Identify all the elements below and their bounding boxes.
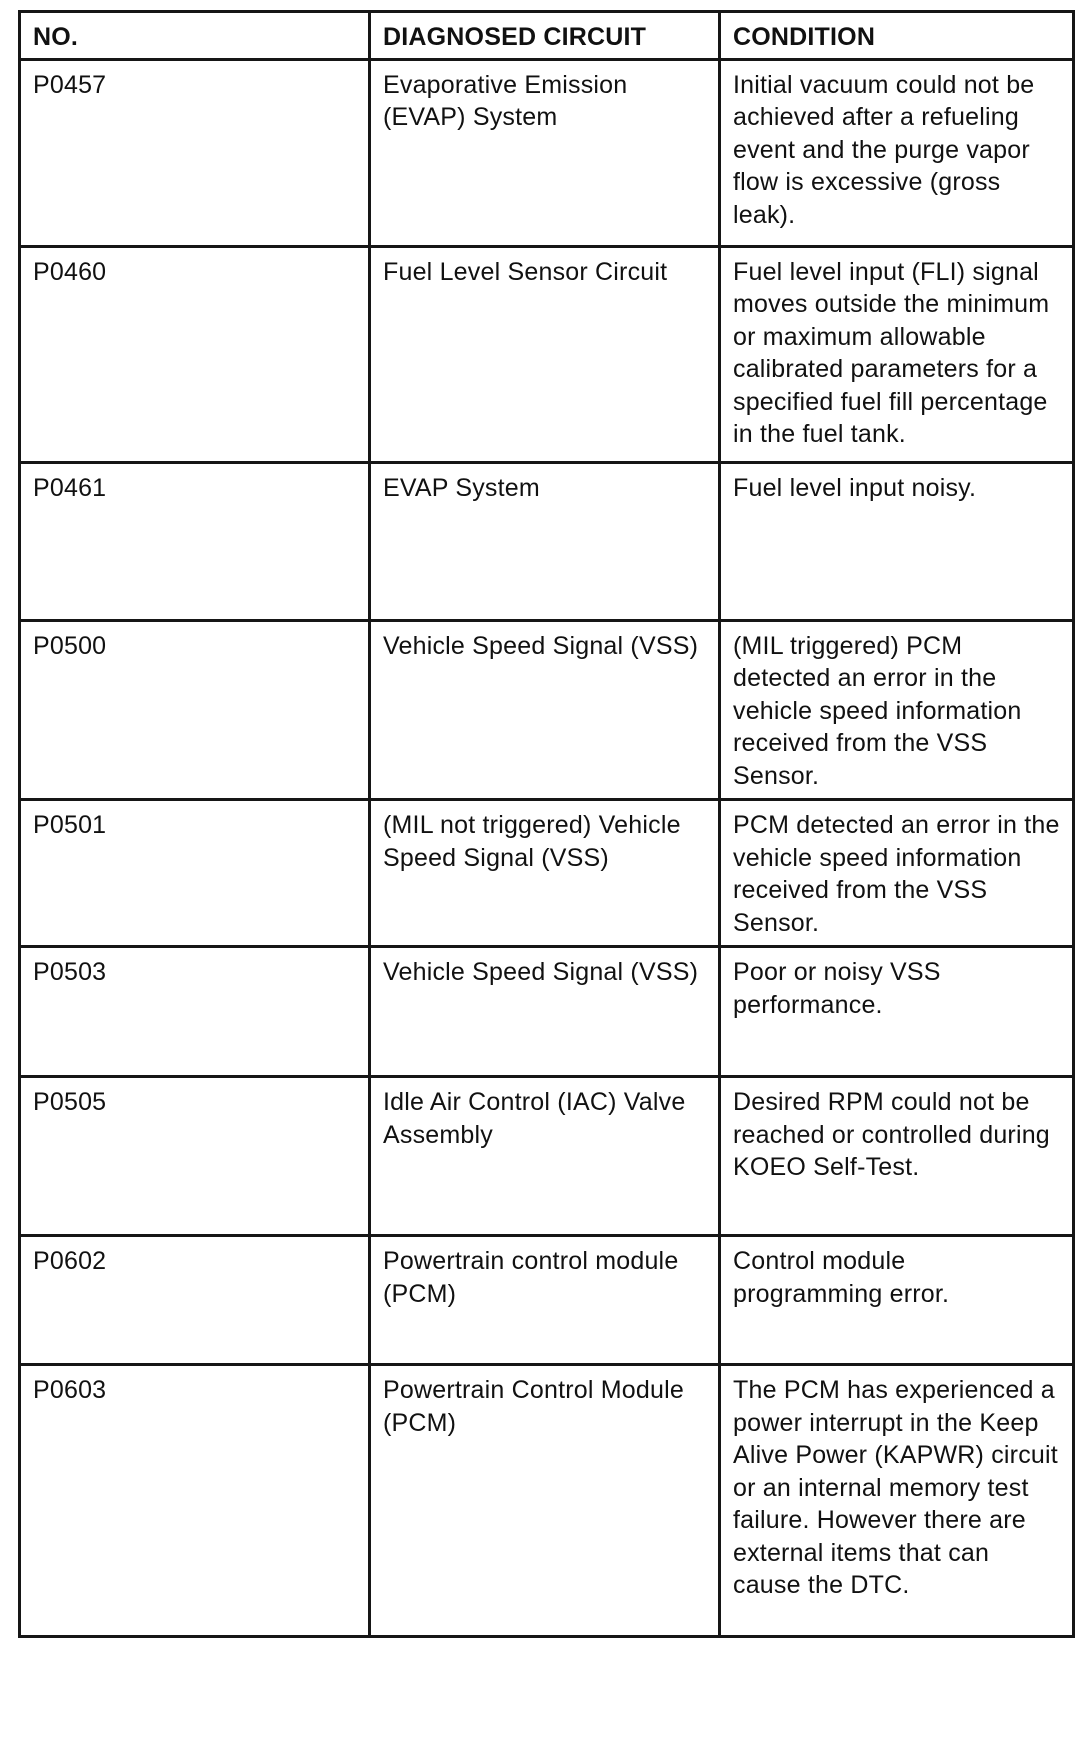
- cell-circuit: EVAP System: [370, 462, 720, 620]
- cell-code: P0500: [20, 620, 370, 800]
- cell-condition: Control module programming error.: [720, 1236, 1074, 1365]
- cell-condition: PCM detected an error in the vehicle speed information received from the VSS Sensor.: [720, 800, 1074, 947]
- table-row: [20, 1077, 1074, 1236]
- cell-circuit: Vehicle Speed Signal (VSS): [370, 947, 720, 1077]
- table-row: [20, 947, 1074, 1077]
- header-no: NO.: [20, 12, 370, 60]
- cell-code: P0460: [20, 246, 370, 462]
- cell-condition: The PCM has experienced a power interrupt in the Keep Alive Power (KAPWR) circuit or an internal memory test failure. However there are external items that can cause the DTC.: [720, 1365, 1074, 1637]
- document-page: [18, 10, 1072, 1638]
- cell-code: P0461: [20, 462, 370, 620]
- cell-condition: Initial vacuum could not be achieved after a refueling event and the purge vapor flow is excessive (gross leak).: [720, 59, 1074, 246]
- cell-condition: Desired RPM could not be reached or controlled during KOEO Self-Test.: [720, 1077, 1074, 1236]
- table-row: [20, 620, 1074, 800]
- cell-code: P0503: [20, 947, 370, 1077]
- cell-condition: (MIL triggered) PCM detected an error in the vehicle speed information received from the VSS Sensor.: [720, 620, 1074, 800]
- table-row: [20, 246, 1074, 462]
- cell-condition: Poor or noisy VSS performance.: [720, 947, 1074, 1077]
- cell-condition: Fuel level input (FLI) signal moves outside the minimum or maximum allowable calibrated parameters for a specified fuel fill percentage in the fuel tank.: [720, 246, 1074, 462]
- cell-code: P0603: [20, 1365, 370, 1637]
- cell-circuit: Vehicle Speed Signal (VSS): [370, 620, 720, 800]
- table-row: [20, 800, 1074, 947]
- cell-circuit: (MIL not triggered) Vehicle Speed Signal (VSS): [370, 800, 720, 947]
- cell-code: P0457: [20, 59, 370, 246]
- header-condition: CONDITION: [720, 12, 1074, 60]
- cell-code: P0501: [20, 800, 370, 947]
- cell-circuit: Idle Air Control (IAC) Valve Assembly: [370, 1077, 720, 1236]
- dtc-table: [18, 10, 1075, 1638]
- table-row: [20, 1236, 1074, 1365]
- cell-circuit: Powertrain Control Module (PCM): [370, 1365, 720, 1637]
- header-diagnosed-circuit: DIAGNOSED CIRCUIT: [370, 12, 720, 60]
- cell-circuit: Powertrain control module (PCM): [370, 1236, 720, 1365]
- table-row: [20, 59, 1074, 246]
- cell-condition: Fuel level input noisy.: [720, 462, 1074, 620]
- cell-circuit: Evaporative Emission (EVAP) System: [370, 59, 720, 246]
- cell-circuit: Fuel Level Sensor Circuit: [370, 246, 720, 462]
- table-row: [20, 1365, 1074, 1637]
- cell-code: P0505: [20, 1077, 370, 1236]
- cell-code: P0602: [20, 1236, 370, 1365]
- table-row: [20, 462, 1074, 620]
- table-header-row: [20, 12, 1074, 60]
